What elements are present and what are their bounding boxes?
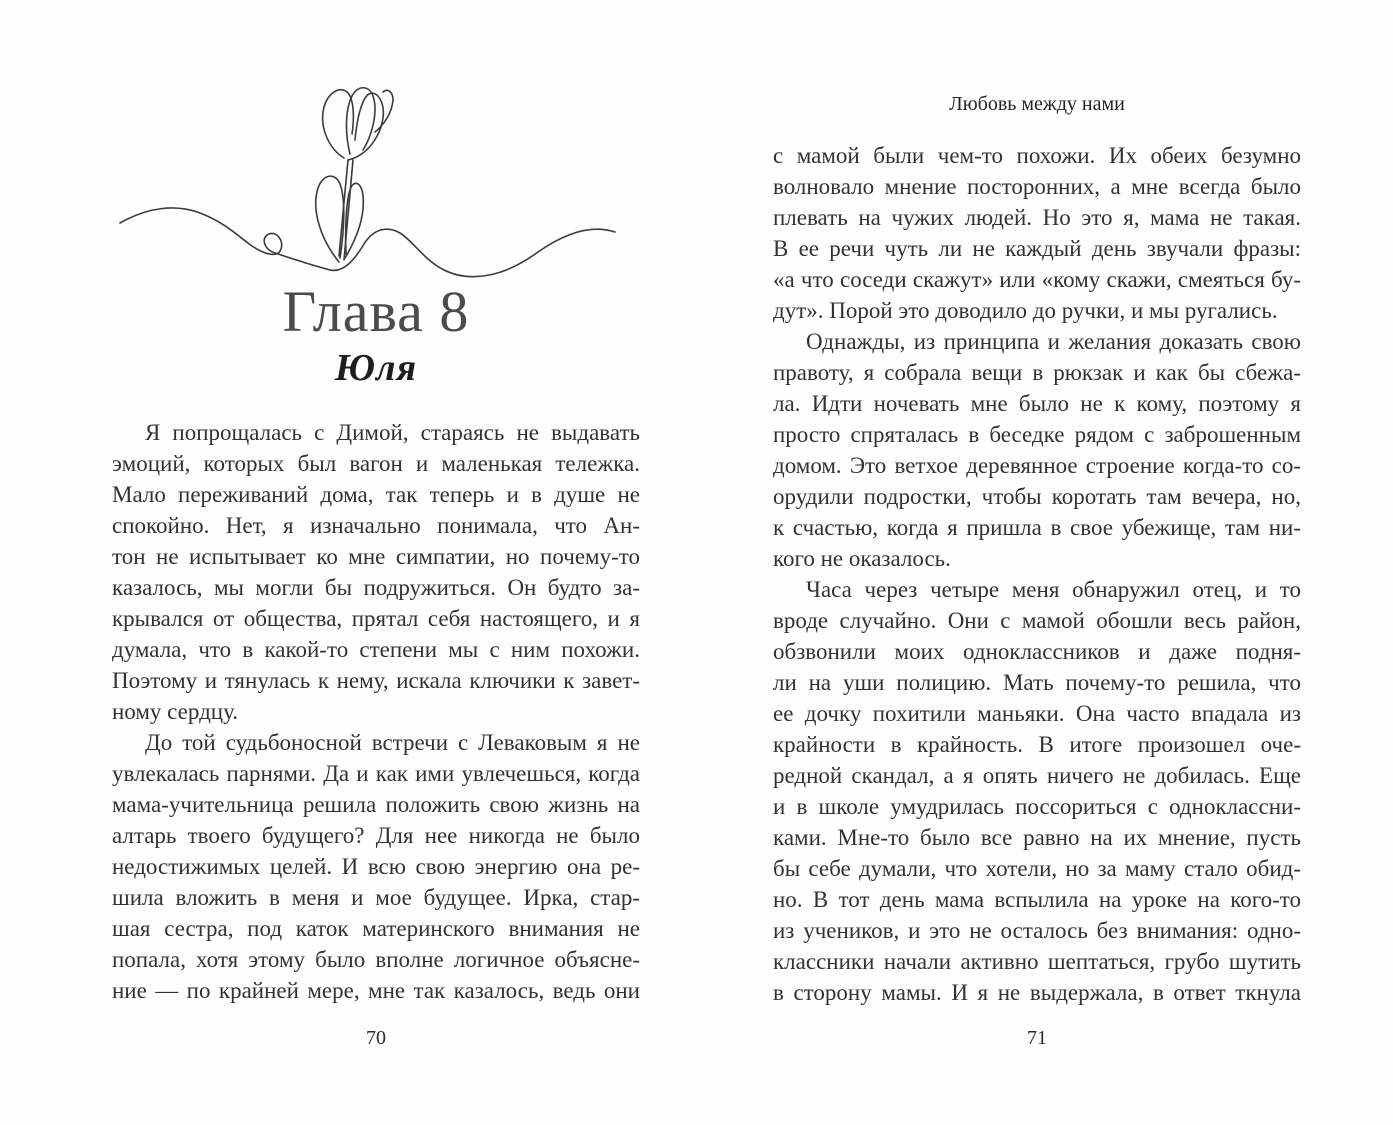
text-line: правоту, я собрала вещи в рюкзак и как бы сбежа- [773, 360, 1301, 385]
text-line: дут». Порой это доводило до ручки, и мы ругались. [773, 298, 1278, 323]
text-line: недостижимых целей. И всю свою энергию она ре- [112, 854, 640, 879]
text-line: классники начали активно шептаться, грубо шутить [773, 949, 1301, 974]
text-line: ние — по крайней мере, мне так казалось, ведь они [112, 978, 640, 1003]
text-line: вроде случайно. Они с мамой обошли весь район, [773, 608, 1301, 633]
paragraph [773, 326, 1301, 574]
text-line: тон не испытывает ко мне симпатии, но почему-то [112, 544, 640, 569]
text-line: просто спряталась в беседке рядом с заброшенным [773, 422, 1301, 447]
text-line: обзвонили моих одноклассников и даже подня- [773, 639, 1301, 664]
text-line: До той судьбоносной встречи с Леваковым я не [145, 730, 640, 755]
text-line: Часа через четыре меня обнаружил отец, и то [806, 577, 1301, 602]
text-line: ла. Идти ночевать мне было не к кому, поэтому я [773, 391, 1301, 416]
chapter-subtitle: Юля [334, 347, 418, 389]
right-page-text [773, 140, 1301, 1008]
chapter-heading: Глава 8 [282, 279, 470, 344]
text-line: волновало мнение посторонних, а мне всегда было [773, 174, 1301, 199]
text-line: Однажды, из принципа и желания доказать свою [806, 329, 1301, 354]
page-number-right: 71 [1027, 1027, 1047, 1049]
text-line: плевать на чужих людей. Но это я, мама не такая. [773, 205, 1301, 230]
text-line: с мамой были чем-то похожи. Их обеих безумно [773, 143, 1301, 168]
text-line: Я попрощалась с Димой, стараясь не выдавать [145, 420, 640, 445]
text-line: спокойно. Нет, я изначально понимала, что Ан- [112, 513, 640, 538]
text-line: ному сердцу. [112, 699, 239, 724]
text-line: ее дочку похитили маньяки. Она часто впадала из [773, 701, 1301, 726]
text-line: мама-учительница решила положить свою жизнь на [112, 792, 640, 817]
text-line: домом. Это ветхое деревянное строение когда-то со- [773, 453, 1301, 478]
text-line: крайности в крайность. В итоге произошел оче- [773, 732, 1301, 757]
text-line: и в школе умудрилась поссориться с одноклассни- [773, 794, 1301, 819]
paragraph [112, 727, 640, 1006]
paragraph [773, 574, 1301, 1008]
text-line: казалось, мы могли бы подружиться. Он будто за- [112, 575, 640, 600]
tulip-line-art-icon [112, 80, 640, 284]
text-line: орудили подростки, чтобы коротать там вечера, но, [773, 484, 1301, 509]
text-line: ками. Мне-то было все равно на их мнение, пусть [773, 825, 1301, 850]
text-line: из учеников, и это не осталось без внимания: одно- [773, 918, 1301, 943]
text-line: шая сестра, под каток материнского внимания не [112, 916, 640, 941]
running-header: Любовь между нами [949, 93, 1125, 115]
text-line: редной скандал, а я опять ничего не добилась. Еще [773, 763, 1301, 788]
text-line: кого не оказалось. [773, 546, 951, 571]
text-line: эмоций, которых был вагон и маленькая тележка. [112, 451, 640, 476]
text-line: увлекалась парнями. Да и как ими увлечешься, когда [112, 761, 640, 786]
text-line: крывался от общества, прятал себя настоящего, и я [112, 606, 640, 631]
text-line: «а что соседи скажут» или «кому скажи, смеяться бу- [773, 267, 1301, 292]
text-line: ли на уши полицию. Мать почему-то решила, что [773, 670, 1301, 695]
text-line: алтарь твоего будущего? Для нее никогда не было [112, 823, 640, 848]
text-line: бы себе думали, что хотели, но за маму стало обид- [773, 856, 1301, 881]
text-line: В ее речи чуть ли не каждый день звучали фразы: [773, 236, 1301, 261]
text-line: к счастью, когда я пришла в свое убежище, там ни- [773, 515, 1301, 540]
page-number-left: 70 [366, 1027, 386, 1049]
text-line: Мало переживаний дома, так теперь и в душе не [112, 482, 640, 507]
text-line: попала, хотя этому было вполне логичное объясне- [112, 947, 640, 972]
paragraph [773, 140, 1301, 326]
left-page-text [112, 417, 640, 1006]
text-line: в сторону мамы. И я не выдержала, в ответ ткнула [773, 980, 1301, 1005]
text-line: шила вложить в меня и мое будущее. Ирка, стар- [112, 885, 640, 910]
text-line: думала, что в какой-то степени мы с ним похожи. [112, 637, 640, 662]
text-line: но. В тот день мама вспылила на уроке на кого-то [773, 887, 1301, 912]
text-line: Поэтому и тянулась к нему, искала ключики к завет- [112, 668, 640, 693]
paragraph [112, 417, 640, 727]
